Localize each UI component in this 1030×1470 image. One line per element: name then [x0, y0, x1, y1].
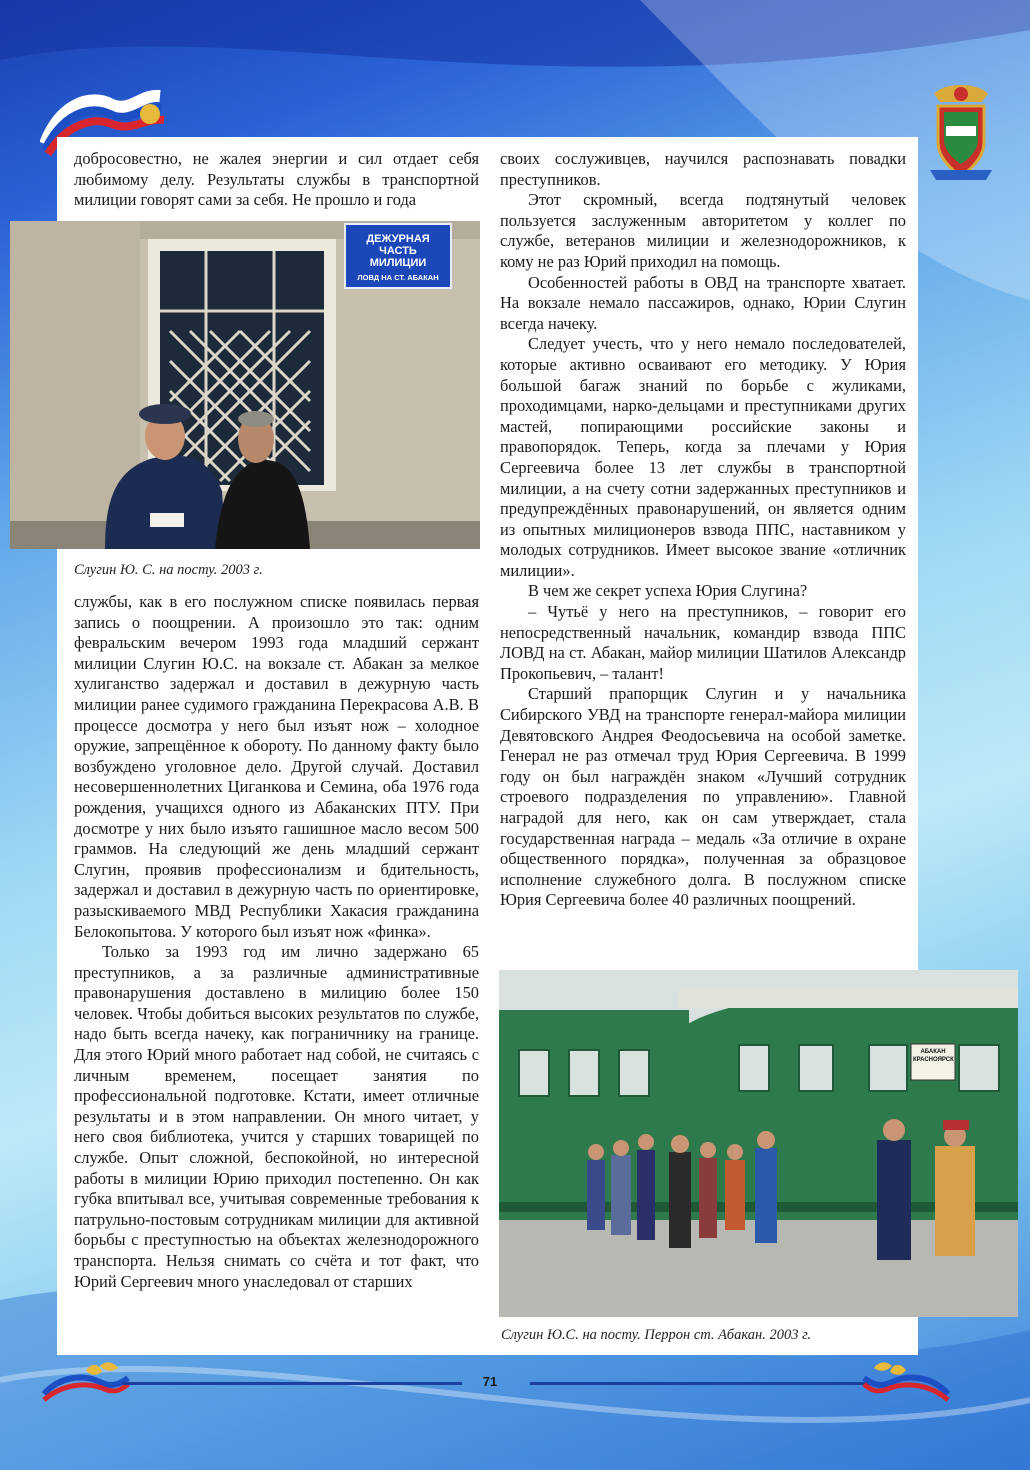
sign-line-1: ДЕЖУРНАЯ ЧАСТЬ [366, 233, 430, 257]
right-column [500, 149, 906, 911]
right-paragraph-5: – Чутьё у него на преступников, – говорит его непосредственный начальник, командир взвода ППС ЛОВД на ст. Абакан, майор милиции Шатилов Александр Прокопьевич, – талант! [500, 602, 906, 683]
photo-platform [499, 970, 1018, 1317]
train-sign-line-1: АБАКАН [920, 1049, 946, 1055]
right-paragraph-1: Этот скромный, всегда подтянутый человек пользуется заслуженным авторитетом у коллег по службе, ветеранов милиции и железнодорожников, к кому не раз Юрий приходил на помощь. [500, 190, 906, 271]
sign-line-3: ЛОВД НА СТ. АБАКАН [357, 273, 439, 282]
page-number: 71 [482, 1374, 498, 1389]
footer-line-left [122, 1382, 462, 1385]
left-paragraph-1: службы, как в его послужном списке появилась первая запись о поощрении. А произошло это так: одним февральским вечером 1993 года младший сержант милиции Слугин Ю.С. на вокзале ст. Абакан за мелкое хулиганство задержал и доставил в дежурную часть милиции ранее судимого гражданина Перекрасова А.В. В процессе досмотра у него был изъят нож – холодное оружие, запрещённое к обороту. По данному факту было возбуждено уголовное дело. Другой случай. Доставил несовершеннолетних Циганкова и Семина, оба 1976 года рождения, учащихся одного из Абаканских ПТУ. При досмотре у них было изъято гашишное масло весом 500 граммов. На следующий же день младший сержант Слугин, проявив профессионализм и бдительность, задержал и доставил в дежурную часть по ориентировке, разыскиваемого МВД Республики Хакасия гражданина Белокопытова. У которого был изъят нож «финка». [74, 592, 479, 941]
train-destination-sign [913, 1048, 953, 1064]
footer-right-ribbon-icon [862, 1356, 952, 1402]
photo-caption-bottom: Слугин Ю.С. на посту. Перрон ст. Абакан. 2003 г. [501, 1327, 812, 1343]
right-paragraph-4: В чем же секрет успеха Юрия Слугина? [528, 581, 808, 601]
photo-duty-station [10, 221, 480, 549]
right-paragraph-3: Следует учесть, что у него немало последователей, которые активно осваивают его методику. У Юрия большой багаж знаний по борьбе с жуликами, проходимцами, нарко-дельцами и преступниками других мастей, попирающими российские законы и правопорядок. Теперь, когда за плечами у Юрия Сергеевича более 13 лет службы в транспортной милиции, а на счету сотни задержанных преступников и предупреждённых правонарушений, он является одним из опытных милиционеров взвода ППС, наставником у молодых сотрудников. Имеет высокое звание «отличник милиции». [500, 334, 906, 580]
right-paragraph-6: Старший прапорщик Слугин и у начальника Сибирского УВД на транспорте генерал-майора милиции Девятовского Андрея Феодосьевича на особой заметке. Генерал не раз отмечал труд Юрия Сергеевича. В 1999 году он был награждён знаком «Лучший сотрудник строевого подразделения по управлению». Главной наградой для него, как он сам утверждает, стала государственная награда – медаль «За отличие в охране общественного порядка», полученная за образцовое исполнение служебного долга. В послужном списке Юрия Сергеевича более 40 различных поощрений. [500, 684, 906, 910]
footer-left-ribbon-icon [40, 1356, 130, 1402]
footer-line-right [530, 1382, 870, 1385]
photo-caption-top: Слугин Ю. С. на посту. 2003 г. [74, 562, 263, 578]
train-sign-line-2: КРАСНОЯРСК [913, 1057, 954, 1063]
left-column-main [74, 592, 479, 1292]
right-paragraph-0: своих сослуживцев, научился распознавать повадки преступников. [500, 149, 906, 189]
duty-station-sign [344, 223, 452, 289]
coat-of-arms-icon [924, 80, 998, 184]
left-column-top [74, 149, 479, 211]
left-top-paragraph: добросовестно, не жалея энергии и сил отдает себя любимому делу. Результаты службы в транспортной милиции говорят сами за себя. Не прошло и года [74, 149, 479, 210]
right-paragraph-2: Особенностей работы в ОВД на транспорте хватает. На вокзале немало пассажиров, однако, Юрии Слугин всегда начеку. [500, 272, 906, 333]
sign-line-2: МИЛИЦИИ [369, 257, 427, 269]
left-paragraph-2: Только за 1993 год им лично задержано 65 преступников, а за различные административные правонарушения доставлено в милицию более 150 человек. Чтобы добиться высоких результатов по службе, надо быть всегда начеку, как пограничнику на границе. Для этого Юрий много работает над собой, не считаясь с личным временем, посещает занятия по профессиональной подготовке. Кстати, имеет отличные результаты и в этом направлении. Он много читает, у него своя библиотека, учится у старших товарищей по службе. Опыт сложной, беспокойной, но интересной работы в милиции Юрию приходил постепенно. Он как губка впитывал все, учитывая современные требования к патрульно-постовым сотрудникам милиции для активной борьбы с преступностью на объектах железнодорожного транспорта. Нельзя снимать со счёта и тот факт, что Юрий Сергеевич много унаследовал от старших [74, 942, 479, 1291]
